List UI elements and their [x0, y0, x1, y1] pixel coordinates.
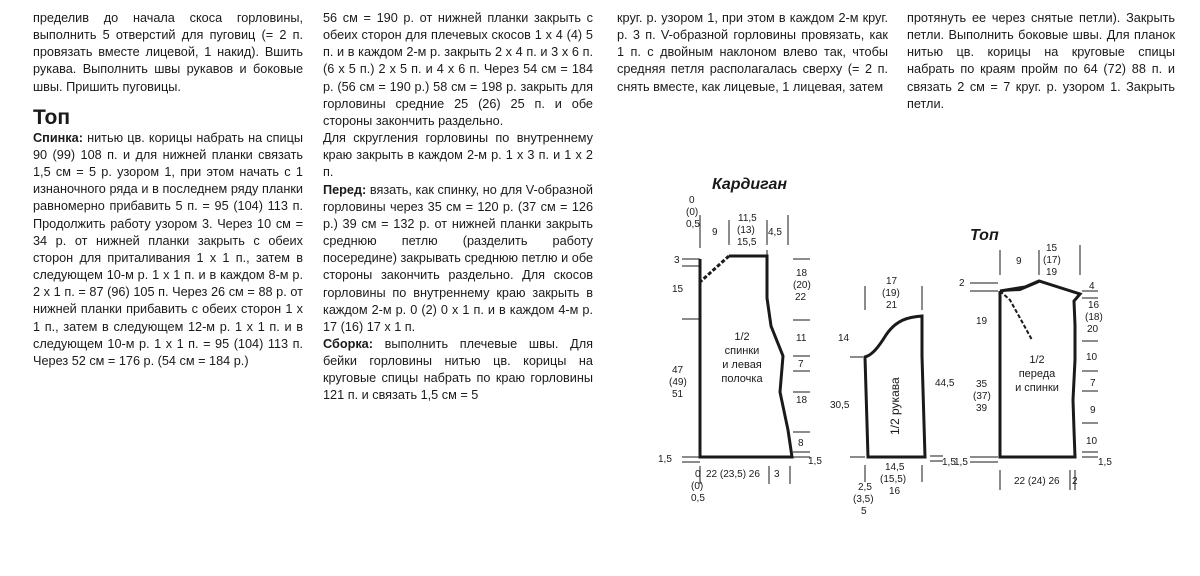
c-top-4: 11,5	[738, 213, 757, 224]
c-bottom-0: 0	[695, 469, 701, 480]
sleeve-piece-label: 1/2 рукава	[888, 377, 902, 435]
paragraph-assembly	[323, 336, 593, 405]
t-piece-1: переда	[1018, 368, 1056, 380]
s-left-1: 30,5	[830, 400, 850, 411]
t-right-3: 20	[1087, 324, 1099, 335]
text-column-1	[33, 10, 303, 370]
c-left-2: 47	[672, 365, 684, 376]
diagram-title-top: Топ	[970, 227, 999, 244]
paragraph-neck-round: Для скругления горловины по внутреннему краю закрыть в каждом 2-м р. 1 х 3 п. и 1 х 2 п.	[323, 131, 593, 180]
c-left-0: 3	[674, 255, 680, 266]
t-left-5: 1,5	[954, 457, 968, 468]
c-right-5: 18	[796, 395, 808, 406]
c-top-5: (13)	[737, 225, 755, 236]
s-bottom-5: 16	[889, 486, 901, 497]
c-right-0: 18	[796, 268, 808, 279]
t-left-2: 35	[976, 379, 988, 390]
paragraph-armhole-bands: протянуть ее через снятые петли). Закрыть петли. Выполнить боковые швы. Для планок нитью цв. корицы на круговые спицы набрать по краям пройм по 64 (72) 88 п. и связать 2 см = 7 круг. р. узором 1. Закрыть петли.	[907, 11, 1175, 111]
s-bottom-1: (3,5)	[853, 494, 874, 505]
s-bottom-4: (15,5)	[880, 474, 907, 485]
c-left-3: (49)	[669, 377, 687, 388]
t-left-0: 2	[959, 278, 965, 289]
t-top-2: 19	[1046, 267, 1058, 278]
s-left-0: 14	[838, 333, 850, 344]
label-back: Спинка:	[33, 130, 83, 145]
c-right-4: 7	[798, 359, 804, 370]
t-right-6: 9	[1090, 405, 1096, 416]
c-top-7: 4,5	[768, 227, 782, 238]
paragraph-finish: пределив до начала скоса горловины, выполнить 5 отверстий для пуговиц (= 2 п. провязать вместе лицевой, 1 накид). Вшить рукава. Выполнить швы рукавов и боковые швы. Пришить пуговицы.	[33, 11, 303, 94]
s-top-2: 21	[886, 300, 898, 311]
s-top-0: 17	[886, 276, 898, 287]
c-top-3: 9	[712, 227, 718, 238]
t-piece-2: и спинки	[1015, 382, 1059, 394]
cardigan-piece-label	[721, 331, 763, 385]
c-right-2: 22	[795, 292, 807, 303]
c-right-1: (20)	[793, 280, 811, 291]
paragraph-assembly-text: выполнить плечевые швы. Для бейки горловины нитью цв. корицы на круговые спицы набрать по краю горловины 121 п. и связать 1,5 см = 5	[323, 336, 593, 403]
s-right: 44,5	[935, 378, 955, 389]
text-column-4	[907, 10, 1175, 113]
section-heading-top: Топ	[33, 105, 71, 129]
text-column-3	[617, 10, 888, 96]
t-right-0: 4	[1089, 281, 1095, 292]
c-right-3: 11	[796, 333, 807, 344]
t-left-4: 39	[976, 403, 988, 414]
c-bottom-3: 22 (23,5) 26	[706, 469, 760, 480]
label-assembly: Сборка:	[323, 336, 373, 351]
c-right-7: 1,5	[808, 456, 822, 467]
c-top-0: 0	[689, 195, 695, 206]
c-top-6: 15,5	[737, 237, 757, 248]
c-bottom-4: 3	[774, 469, 780, 480]
text-column-2	[323, 10, 593, 405]
t-right-7: 10	[1086, 436, 1098, 447]
t-right-4: 10	[1086, 352, 1098, 363]
t-piece-0: 1/2	[1029, 354, 1045, 366]
label-front: Перед:	[323, 182, 367, 197]
c-left-1: 15	[672, 284, 684, 295]
c-left-4: 51	[672, 389, 684, 400]
t-bottom-0: 22 (24) 26	[1014, 476, 1060, 487]
c-bottom-2: 0,5	[691, 493, 705, 504]
s-bottom-3: 14,5	[885, 462, 905, 473]
c-left-5: 1,5	[658, 454, 672, 465]
t-left-1: 19	[976, 316, 988, 327]
pattern-diagram	[650, 160, 1180, 540]
t-top-0: 15	[1046, 243, 1058, 254]
top-piece-label	[1015, 354, 1059, 394]
t-top-3: 9	[1016, 256, 1022, 267]
c-bottom-1: (0)	[691, 481, 704, 492]
c-piece-2: и левая	[722, 359, 762, 371]
paragraph-neck-band: круг. р. узором 1, при этом в каждом 2-м круг. р. 3 п. V-образной горловины провязать, как 1 п. с двойным наклоном влево так, чтобы средняя петля располагалась сверху (= 2 п. снять вместе, как лицевые, 1 лицевая, затем	[617, 11, 888, 94]
t-right-1: 16	[1088, 300, 1100, 311]
paragraph-front-text: вязать, как спинку, но для V-образной горловины через 35 см = 120 р. (37 см = 126 р.) 39 см = 132 р. от нижней планки закрыть среднюю петлю (разделить работу посередине) закрывать среднюю петлю и обе стороны закончить раздельно. Для скосов горловины по внутреннему краю закрыть в каждом 2-м р. 0 (2) 0 х 1 п. и в каждом 4-м р. 17 (16) 17 х 1 п.	[323, 182, 593, 334]
s-bottom-2: 5	[861, 506, 867, 517]
s-top-1: (19)	[882, 288, 900, 299]
paragraph-back-text: нитью цв. корицы набрать на спицы 90 (99) 108 п. и для нижней планки связать 1,5 см = 5 р. узором 1, при этом начать с 1 изнаночного ряда и в последнем ряду планки равномерно прибавить 5 п. = 95 (104) 113 п. Продолжить работу узором 3. Через 10 см = 34 р. от нижней планки закрыть с обеих сторон для приталивания 1 х 1 п., затем в следующем 10-м р. 1 х 1 п. и в каждом 8-м р. 2 х 1 п. = 87 (96) 105 п. Через 26 см = 88 р. от нижней планки прибавить с обеих сторон 1 х 1 п., затем в следующем 12-м р. 1 х 1 п. и в следующем 10-м р. 1 х 1 п. = 95 (104) 113 п. Через 52 см = 176 р. (54 см = 184 р.)	[33, 130, 303, 368]
c-piece-1: спинки	[724, 345, 760, 357]
t-bottom-1: 2	[1072, 476, 1078, 487]
paragraph-back	[33, 130, 303, 370]
c-top-1: (0)	[686, 207, 699, 218]
t-left-3: (37)	[973, 391, 991, 402]
t-right-2: (18)	[1085, 312, 1103, 323]
paragraph-shoulders: 56 см = 190 р. от нижней планки закрыть с обеих сторон для плечевых скосов 1 х 4 (4) 5 п. и в каждом 2-м р. закрыть 2 х 4 п. и 3 х 6 п. (6 х 5 п.) 2 х 5 п. и 4 х 6 п. Через 54 см = 184 р. (56 см = 190 р.) 58 см = 198 р. закрыть для горловины средние 25 (26) 25 п. и обе стороны закончить раздельно.	[323, 11, 593, 128]
s-bottom-6: 1,5	[942, 457, 956, 468]
c-right-6: 8	[798, 438, 804, 449]
c-piece-3: полочка	[721, 373, 763, 385]
diagram-title-cardigan: Кардиган	[712, 176, 788, 193]
s-bottom-0: 2,5	[858, 482, 872, 493]
t-top-1: (17)	[1043, 255, 1061, 266]
t-right-5: 7	[1090, 378, 1096, 389]
t-right-8: 1,5	[1098, 457, 1112, 468]
paragraph-front	[323, 182, 593, 336]
c-piece-0: 1/2	[734, 331, 750, 343]
c-top-2: 0,5	[686, 219, 700, 230]
